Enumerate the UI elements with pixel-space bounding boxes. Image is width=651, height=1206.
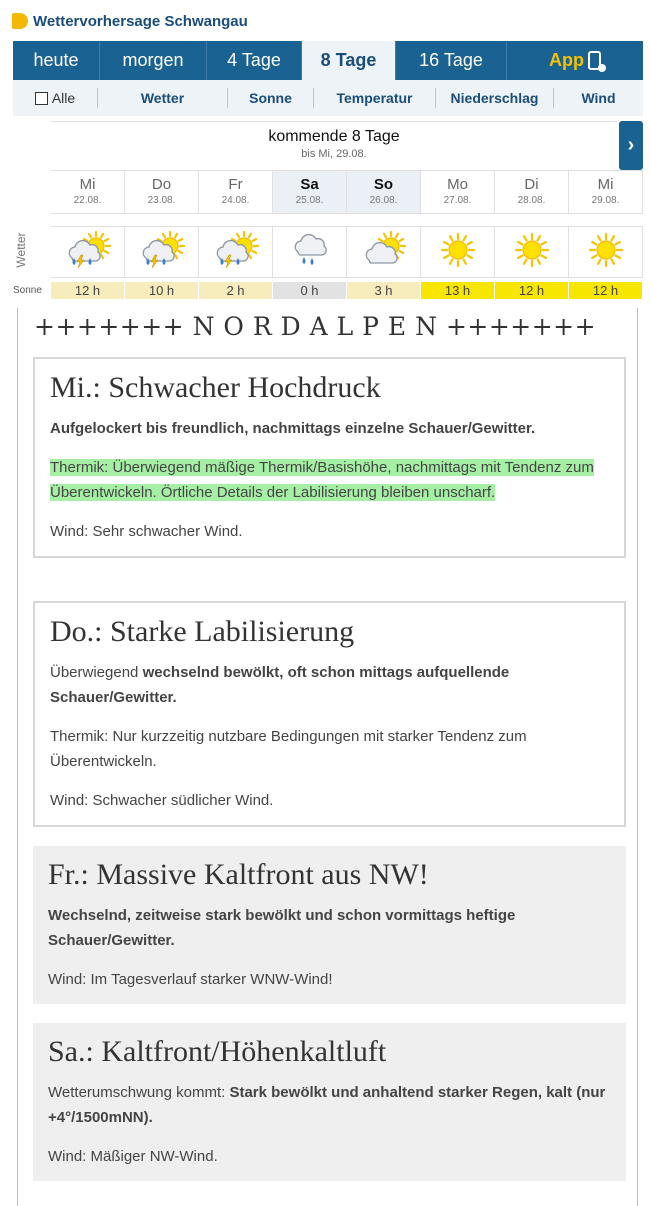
tab-morgen[interactable] bbox=[100, 41, 207, 80]
day-name: Mi bbox=[79, 176, 96, 193]
forecast-text-panel bbox=[17, 308, 638, 1206]
day-column-header[interactable] bbox=[51, 171, 125, 213]
day-name: Mo bbox=[447, 176, 468, 193]
card-title: Mi.: Schwacher Hochdruck bbox=[50, 371, 381, 404]
sun-hours-row bbox=[51, 282, 643, 299]
period-title: kommende 8 Tage bbox=[268, 128, 400, 145]
sun-cloud-thunder-rain-icon bbox=[137, 230, 187, 275]
day-column-header[interactable] bbox=[421, 171, 495, 213]
paragraph-text: Wechselnd, zeitweise stark bewölkt und schon vormittags heftige Schauer/Gewitter. bbox=[48, 907, 516, 949]
filter-label: Wetter bbox=[140, 90, 185, 106]
day-date: 23.08. bbox=[147, 195, 176, 206]
filter-label: Temperatur bbox=[336, 90, 413, 106]
weather-icon-cell[interactable] bbox=[273, 227, 347, 277]
tab-label: App bbox=[549, 50, 584, 70]
filter-wetter[interactable] bbox=[98, 88, 228, 108]
card-title: Sa.: Kaltfront/Höhenkaltluft bbox=[48, 1035, 387, 1068]
sun-hours-cell: 3 h bbox=[347, 282, 420, 299]
sun-hours-cell: 12 h bbox=[569, 282, 642, 299]
forecast-paragraph bbox=[50, 519, 610, 544]
sun-cloud-thunder-rain-icon bbox=[211, 230, 261, 275]
forecast-paragraph bbox=[50, 455, 610, 505]
phone-icon bbox=[588, 51, 601, 70]
forecast-paragraph bbox=[48, 1080, 612, 1130]
region-heading: +++++++ N O R D A L P E N +++++++ bbox=[34, 312, 597, 341]
sun-hours-cell: 12 h bbox=[51, 282, 124, 299]
sun-cloud-thunder-rain-icon bbox=[63, 230, 113, 275]
sun-hours-cell: 0 h bbox=[273, 282, 346, 299]
row-label-wetter: Wetter bbox=[14, 232, 28, 268]
detail-filter-bar bbox=[13, 80, 643, 116]
day-date: 25.08. bbox=[295, 195, 324, 206]
forecast-card bbox=[33, 601, 626, 827]
day-column-header[interactable] bbox=[495, 171, 569, 213]
page-title: Wettervorhersage Schwangau bbox=[33, 12, 248, 30]
sun-hours-cell: 2 h bbox=[199, 282, 272, 299]
day-name: Do bbox=[151, 176, 172, 193]
forecast-paragraph bbox=[50, 788, 610, 813]
forecast-paragraph bbox=[50, 416, 610, 441]
alle-checkbox-item[interactable] bbox=[13, 88, 98, 108]
day-date: 27.08. bbox=[443, 195, 472, 206]
day-date: 29.08. bbox=[591, 195, 620, 206]
day-name: Di bbox=[524, 176, 539, 193]
forecast-paragraph bbox=[50, 724, 610, 774]
tab-label: 4 Tage bbox=[227, 50, 281, 70]
weather-icon-row bbox=[51, 226, 643, 278]
filter-label: Sonne bbox=[249, 90, 292, 106]
weather-icon-cell[interactable] bbox=[421, 227, 495, 277]
paragraph-text: Überwiegend bbox=[50, 664, 143, 681]
sun-icon bbox=[433, 230, 483, 275]
checkbox[interactable] bbox=[35, 92, 48, 105]
tab-8-tage[interactable] bbox=[302, 41, 396, 80]
tab-4-tage[interactable] bbox=[207, 41, 302, 80]
day-name: So bbox=[373, 176, 394, 193]
forecast-paragraph bbox=[48, 903, 612, 953]
forecast-card bbox=[33, 846, 626, 1004]
tab-app[interactable] bbox=[507, 41, 643, 80]
day-name: Fr bbox=[228, 176, 243, 193]
forecast-range-tabs bbox=[13, 41, 643, 80]
day-column-header[interactable] bbox=[125, 171, 199, 213]
logo-icon bbox=[12, 13, 28, 29]
filter-temperatur[interactable] bbox=[314, 88, 436, 108]
tab-label: morgen bbox=[122, 50, 184, 70]
paragraph-text: Wind: Schwacher südlicher Wind. bbox=[50, 792, 274, 809]
row-label-sonne: Sonne bbox=[13, 285, 42, 296]
forecast-paragraph bbox=[50, 660, 610, 710]
weather-icon-cell[interactable] bbox=[125, 227, 199, 277]
tab-label: 8 Tage bbox=[320, 50, 377, 70]
tab-heute[interactable] bbox=[13, 41, 100, 80]
sun-icon bbox=[507, 230, 557, 275]
day-date: 22.08. bbox=[73, 195, 102, 206]
tab-16-tage[interactable] bbox=[396, 41, 507, 80]
sun-hours-cell: 13 h bbox=[421, 282, 494, 299]
forecast-paragraph bbox=[48, 1144, 612, 1169]
day-date: 28.08. bbox=[517, 195, 546, 206]
day-column-header[interactable] bbox=[199, 171, 273, 213]
paragraph-text: Aufgelockert bis freundlich, nachmittags einzelne Schauer/Gewitter. bbox=[50, 420, 536, 437]
day-column-header[interactable] bbox=[273, 171, 347, 213]
forecast-paragraph bbox=[48, 967, 612, 992]
sun-cloud-icon bbox=[359, 230, 409, 275]
day-column-header[interactable] bbox=[347, 171, 421, 213]
alle-label: Alle bbox=[51, 90, 76, 106]
card-title: Fr.: Massive Kaltfront aus NW! bbox=[48, 858, 429, 891]
weather-icon-cell[interactable] bbox=[347, 227, 421, 277]
day-date: 26.08. bbox=[369, 195, 398, 206]
paragraph-text: Wetterumschwung kommt: bbox=[48, 1084, 230, 1101]
sun-icon bbox=[581, 230, 631, 275]
paragraph-text: wechselnd bewölkt, oft schon mittags aufquellende Schauer/Gewitter. bbox=[50, 664, 510, 706]
paragraph-text: Thermik: Nur kurzzeitig nutzbare Bedingungen mit starker Tendenz zum Überentwickeln. bbox=[50, 728, 527, 770]
paragraph-text: Thermik: Überwiegend mäßige Thermik/Basishöhe, nachmittags mit Tendenz zum Überentwickeln. Örtliche Details der Labilisierung bleiben unscharf. bbox=[50, 459, 594, 501]
chevron-right-icon: › bbox=[627, 134, 635, 156]
filter-sonne[interactable] bbox=[228, 88, 314, 108]
tab-label: 16 Tage bbox=[419, 50, 483, 70]
day-column-header[interactable] bbox=[569, 171, 643, 213]
day-name: Mi bbox=[597, 176, 614, 193]
filter-label: Niederschlag bbox=[450, 90, 539, 106]
period-subtitle: bis Mi, 29.08. bbox=[301, 148, 367, 160]
filter-wind[interactable] bbox=[554, 88, 643, 108]
paragraph-text: Wind: Mäßiger NW-Wind. bbox=[48, 1148, 218, 1165]
sun-hours-cell: 12 h bbox=[495, 282, 568, 299]
filter-niederschlag[interactable] bbox=[436, 88, 554, 108]
tab-label: heute bbox=[33, 50, 79, 70]
weather-icon-cell[interactable] bbox=[199, 227, 273, 277]
weather-icon-cell[interactable] bbox=[569, 227, 643, 277]
period-header bbox=[51, 121, 617, 169]
cloud-rain-icon bbox=[285, 230, 335, 275]
card-title: Do.: Starke Labilisierung bbox=[50, 615, 355, 648]
forecast-card bbox=[33, 357, 626, 558]
paragraph-text: Wind: Im Tagesverlauf starker WNW-Wind! bbox=[48, 971, 333, 988]
forecast-card bbox=[33, 1023, 626, 1181]
day-name: Sa bbox=[300, 176, 319, 193]
page-header bbox=[12, 10, 248, 32]
filter-label: Wind bbox=[581, 90, 616, 106]
day-header-row bbox=[51, 170, 643, 214]
paragraph-text: Stark bewölkt und anhaltend starker Regen, kalt (nur +4°/1500mNN). bbox=[48, 1084, 606, 1126]
weather-icon-cell[interactable] bbox=[51, 227, 125, 277]
weather-icon-cell[interactable] bbox=[495, 227, 569, 277]
day-date: 24.08. bbox=[221, 195, 250, 206]
paragraph-text: Wind: Sehr schwacher Wind. bbox=[50, 523, 243, 540]
next-period-button[interactable] bbox=[619, 121, 643, 170]
sun-hours-cell: 10 h bbox=[125, 282, 198, 299]
